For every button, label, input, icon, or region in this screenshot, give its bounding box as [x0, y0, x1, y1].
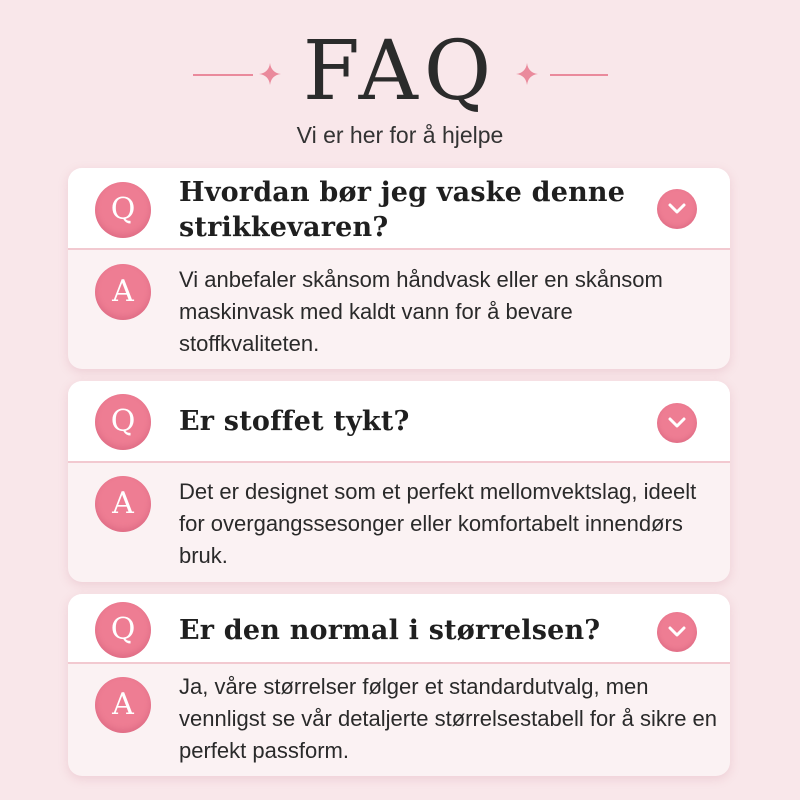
faq-item	[68, 168, 730, 369]
faq-question-row[interactable]	[68, 381, 730, 463]
q-badge: Q	[95, 602, 151, 658]
q-badge: Q	[95, 182, 151, 238]
faq-question-row[interactable]	[68, 168, 730, 250]
chevron-down-icon[interactable]	[657, 189, 697, 229]
faq-item	[68, 381, 730, 582]
page-title: FAQ	[302, 24, 498, 119]
faq-question: Hvordan bør jeg vaske denne strikkevaren?	[179, 177, 626, 243]
chevron-down-icon[interactable]	[657, 403, 697, 443]
a-badge: A	[95, 677, 151, 733]
faq-header	[0, 22, 800, 162]
faq-answer: Det er designet som et perfekt mellomvektslag, ideelt for overgangssesonger eller komfortabelt innendørs bruk.	[179, 479, 697, 568]
faq-answer: Ja, våre størrelser følger et standardutvalg, men vennligst se vår detaljerte størrelsestabell for å sikre en perfekt passform.	[179, 674, 718, 763]
faq-item	[68, 594, 730, 776]
chevron-down-icon[interactable]	[657, 612, 697, 652]
decorative-line-right	[550, 74, 608, 76]
a-badge: A	[95, 476, 151, 532]
sparkle-icon	[515, 62, 539, 86]
faq-question: Er stoffet tykt?	[179, 406, 410, 437]
faq-question: Er den normal i størrelsen?	[179, 615, 601, 646]
faq-question-row[interactable]	[68, 594, 730, 664]
faq-answer: Vi anbefaler skånsom håndvask eller en skånsom maskinvask med kaldt vann for å bevare stoffkvaliteten.	[179, 267, 663, 356]
a-badge: A	[95, 264, 151, 320]
page-subtitle: Vi er her for å hjelpe	[296, 122, 504, 148]
q-badge: Q	[95, 394, 151, 450]
